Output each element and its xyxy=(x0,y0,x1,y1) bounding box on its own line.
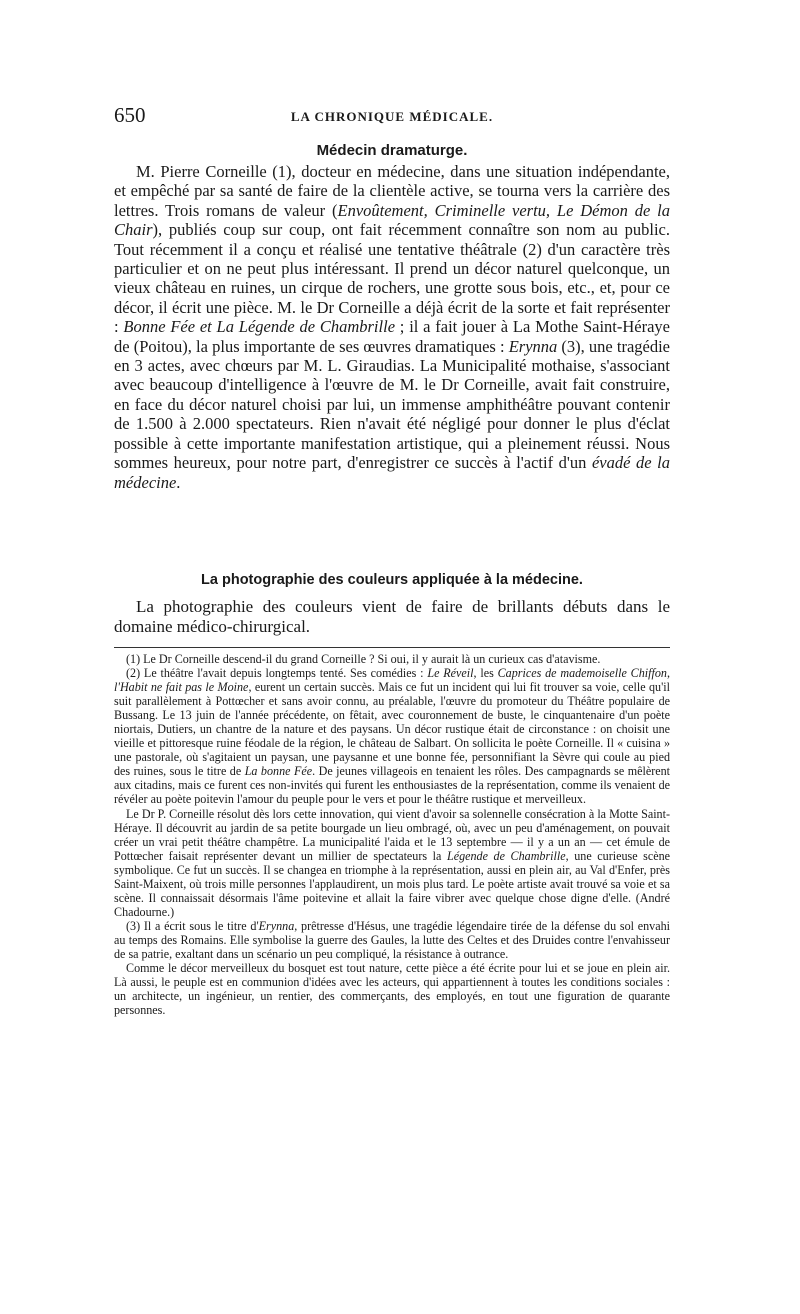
running-header xyxy=(114,103,670,129)
text-run: , prêtresse d'Hésus, une tragédie légendaire tirée de la défense du sol envahi au temps des Romains. Elle symbolise la guerre des Gaules, la lutte des Celtes et des Druides contre l'envahisseur de sa patrie, exaltant dans un scénario un peu compliqué, la résistance à outrance. xyxy=(114,918,670,961)
italic-run: l'Habit ne fait pas le Moine xyxy=(114,680,249,695)
italic-run: Envoûtement, Criminelle vertu, Le Démon de la Chair xyxy=(114,200,670,240)
italic-run: Erynna xyxy=(508,336,558,356)
italic-run: Caprices de mademoiselle Chiffon xyxy=(497,666,667,681)
section-title-photographie-couleurs: La photographie des couleurs appliquée à la médecine. xyxy=(201,572,583,588)
italic-run: évadé de la médecine xyxy=(114,453,670,492)
text-run: , les xyxy=(473,666,498,681)
footnote-3-continued: Comme le décor merveilleux du bosquet est tout nature, cette pièce a été écrite pour lui et se joue en plein air. Là aussi, le peuple est en communion d'idées avec les acteurs, qui appartiennent à toutes les conditions sociales : un architecte, un ingénieur, un rentier, des commerçants, des employés, en tout une figuration de quarante personnes. xyxy=(114,961,670,1018)
footnotes xyxy=(114,652,670,1017)
article-paragraph: La photographie des couleurs vient de faire de brillants débuts dans le domaine médico-chirurgical. xyxy=(114,597,670,636)
footnote-3 xyxy=(114,919,670,961)
text-run: M. Pierre Corneille (1), docteur en médecine, dans une situation indépendante, et empêché par sa santé de faire de la clientèle active, se tourna vers la carrière des lettres. Trois romans de valeur ( xyxy=(114,162,670,220)
italic-run: Légende de Chambrille xyxy=(446,848,566,863)
text-run: ), publiés coup sur coup, ont fait récemment connaître son nom au public. Tout récemment il a conçu et réalisé une tentative théâtrale (2) d'un caractère très particulier et on ne peut plus intéressant. Il prend un décor naturel quelconque, un vieux château en ruines, un cirque de rochers, une grotte sous bois, etc., et, pour ce décor, il écrit une pièce. M. le Dr Corneille a déjà écrit de la sorte et fait représenter : xyxy=(114,220,670,337)
journal-title: LA CHRONIQUE MÉDICALE. xyxy=(290,109,494,124)
italic-run: La bonne Fée xyxy=(244,764,313,779)
italic-run: Le Réveil xyxy=(427,666,474,681)
text-run: , une curieuse scène symbolique. Ce fut un succès. Il se changea en triomphe à la représentation, aussi en plein air, au Val d'Enfer, près Saint-Maixent, où trois mille personnes l'applaudirent, un mois plus tard. Le poète artiste avait trouvé sa voie et sa scène. Il connaissait désormais l'âme poitevine et allait la faire vibrer avec quelque chose digne d'elle. (André Chadourne.) xyxy=(114,848,671,919)
footnote-2-continued xyxy=(114,807,670,919)
text-run: ; il a fait jouer à La Mothe Saint-Héraye de (Poitou), la plus importante de ses œuvres dramatiques : xyxy=(114,317,670,356)
page-number: 650 xyxy=(114,103,146,127)
text-run: , xyxy=(666,666,670,681)
section-title-medecin-dramaturge: Médecin dramaturge. xyxy=(316,142,468,159)
text-run: . xyxy=(176,472,181,492)
text-run: Le Dr P. Corneille résolut dès lors cette innovation, qui vient d'avoir sa solennelle consécration à la Motte Saint-Héraye. Il découvrit au jardin de sa petite bourgade un lieu ombragé, où, avec un peu d'aménagement, on pouvait créer un vrai petit théâtre champêtre. La municipalité l'aida et le 13 septembre — il y a un an — cet émule de Pottœcher faisait représenter devant un millier de spectateurs la xyxy=(114,806,670,863)
footnote-1: (1) Le Dr Corneille descend-il du grand Corneille ? Si oui, il y aurait là un curieux cas d'atavisme. xyxy=(126,652,601,666)
text-run: (3) Il a écrit sous le titre d' xyxy=(126,918,259,933)
text-run: (3), une tragédie en 3 actes, avec chœurs par M. L. Giraudias. La Municipalité mothaise, s'associant avec beaucoup d'intelligence à l'œuvre de M. le Dr Corneille, avait fait construire, en face du décor naturel choisi par lui, un immense amphithéâtre pouvant contenir de 1.500 à 2.000 spectateurs. Rien n'avait été négligé pour donner le plus d'éclat possible à cette importante manifestation artistique, qui a pleinement réussi. Nous sommes heureux, pour notre part, d'enregistrer ce succès à l'actif d'un xyxy=(114,336,671,473)
text-run: . De jeunes villageois en tenaient les rôles. Des campagnards se mêlèrent aux citadins, mais ce furent ces non-invités qui furent les enthousiastes de la représentation, comme ils venaient de révéler au poète poitevin l'amour du peuple pour le vers et pour le théâtre rustique et merveilleux. xyxy=(114,764,671,807)
italic-run: Bonne Fée et La Légende de Chambrille xyxy=(123,317,396,337)
footnote-2 xyxy=(114,666,670,806)
text-run: , eurent un certain succès. Mais ce fut un incident qui lui fit trouver sa voie, celle qu'il suit parallèlement à Pottœcher et sans avoir connu, au préalable, l'œuvre du promoteur du Théâtre populaire de Bussang. Le 13 juin de l'année précédente, on fêtait, avec couronnement de buste, le cinquantenaire d'un poète niortais, Dutiers, un chantre de la nature et des paysans. Un décor rustique était de circonstance : on choisit une vieille et pittoresque ruine féodale de la région, le château de Salbart. On sollicita le poète Corneille. Il « cuisina » une pastorale, où s'agitaient un paysan, une paysanne et une bonne fée, personnifiant la Sèvre qui coule au pied des ruines, sous le titre de xyxy=(114,680,670,779)
footnote-separator xyxy=(114,647,670,648)
italic-run: Erynna xyxy=(258,918,295,933)
article-paragraph xyxy=(114,162,670,492)
text-run: (2) Le théâtre l'avait depuis longtemps tenté. Ses comédies : xyxy=(126,666,428,681)
